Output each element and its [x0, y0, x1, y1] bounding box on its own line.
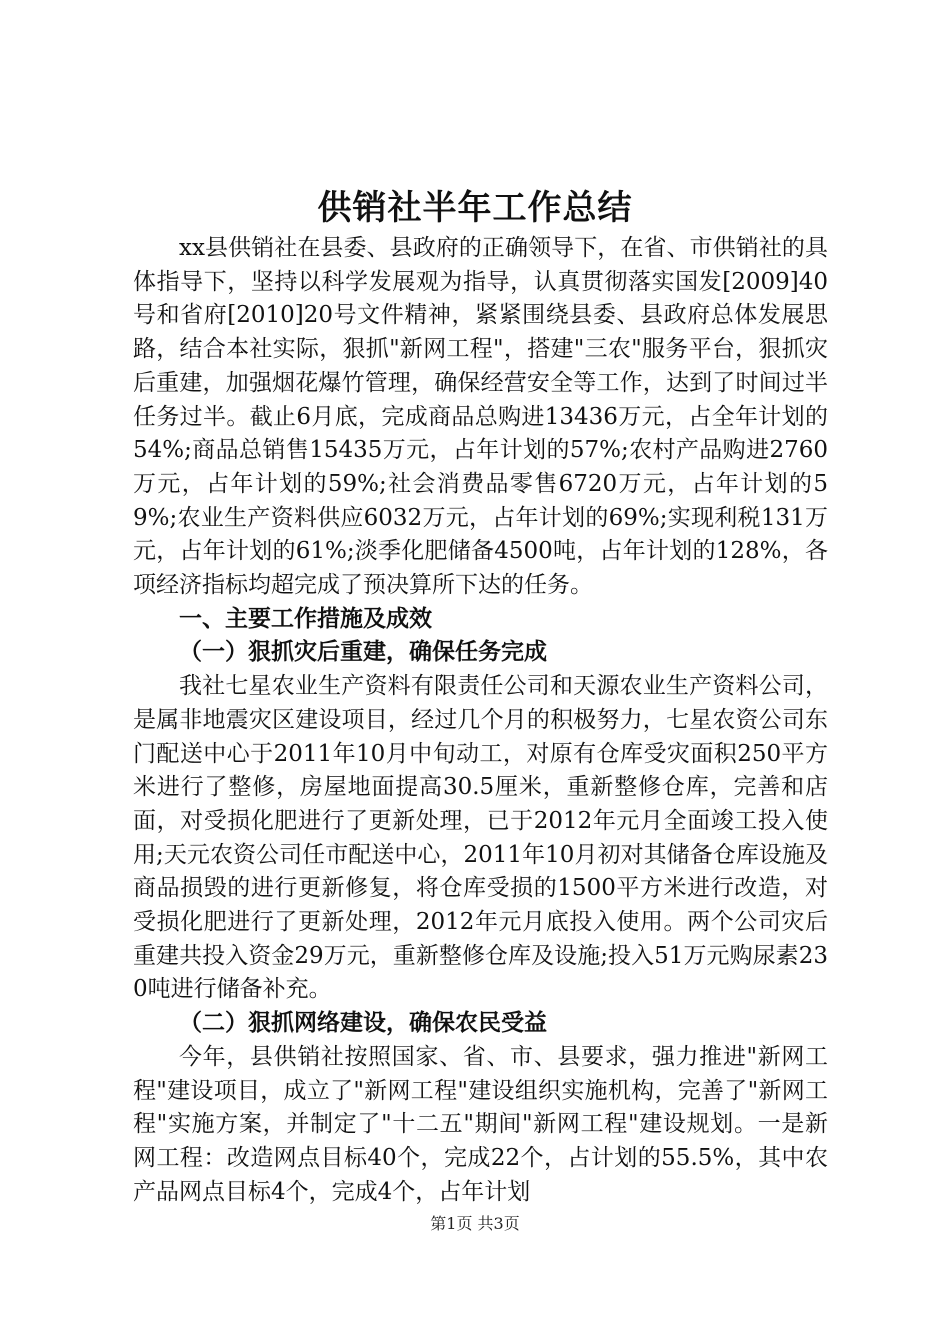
page-footer: 第1页 共3页	[430, 1214, 520, 1233]
page-title: 供销社半年工作总结	[317, 188, 633, 228]
document-body	[133, 232, 828, 1209]
intro-paragraph: xx县供销社在县委、县政府的正确领导下，在省、市供销社的具体指导下，坚持以科学发展观为指导，认真贯彻落实国发[2009]40号和省府[2010]20号文件精神，紧紧围绕县委、县政府总体发展思路，结合本社实际，狠抓"新网工程"，搭建"三农"服务平台，狠抓灾后重建，加强烟花爆竹管理，确保经营安全等工作，达到了时间过半任务过半。截止6月底，完成商品总购进13436万元，占全年计划的54%;商品总销售15435万元，占年计划的57%;农村产品购进2760万元，占年计划的59%;社会消费品零售6720万元，占年计划的59%;农业生产资料供应6032万元，占年计划的69%;实现利税131万元，占年计划的61%;淡季化肥储备4500吨，占年计划的128%，各项经济指标均超完成了预决算所下达的任务。	[133, 235, 828, 599]
subsection-1-paragraph: 我社七星农业生产资料有限责任公司和天源农业生产资料公司，是属非地震灾区建设项目，经过几个月的积极努力，七星农资公司东门配送中心于2011年10月中旬动工，对原有仓库受灾面积250平方米进行了整修，房屋地面提高30.5厘米，重新整修仓库，完善和店面，对受损化肥进行了更新处理，已于2012年元月全面竣工投入使用;天元农资公司任市配送中心，2011年10月初对其储备仓库设施及商品损毁的进行更新修复，将仓库受损的1500平方米进行改造，对受损化肥进行了更新处理，2012年元月底投入使用。两个公司灾后重建共投入资金29万元，重新整修仓库及设施;投入51万元购尿素230吨进行储备补充。	[133, 673, 828, 1003]
section-heading-1: 一、主要工作措施及成效	[179, 605, 432, 632]
subsection-2-paragraph: 今年，县供销社按照国家、省、市、县要求，强力推进"新网工程"建设项目，成立了"新网工程"建设组织实施机构，完善了"新网工程"实施方案，并制定了"十二五"期间"新网工程"建设规划。一是新网工程：改造网点目标40个，完成22个，占计划的55.5%，其中农产品网点目标4个，完成4个，占年计划	[133, 1043, 828, 1205]
subsection-heading-2: （二）狠抓网络建设，确保农民受益	[179, 1010, 547, 1037]
subsection-heading-1: （一）狠抓灾后重建，确保任务完成	[179, 639, 547, 666]
